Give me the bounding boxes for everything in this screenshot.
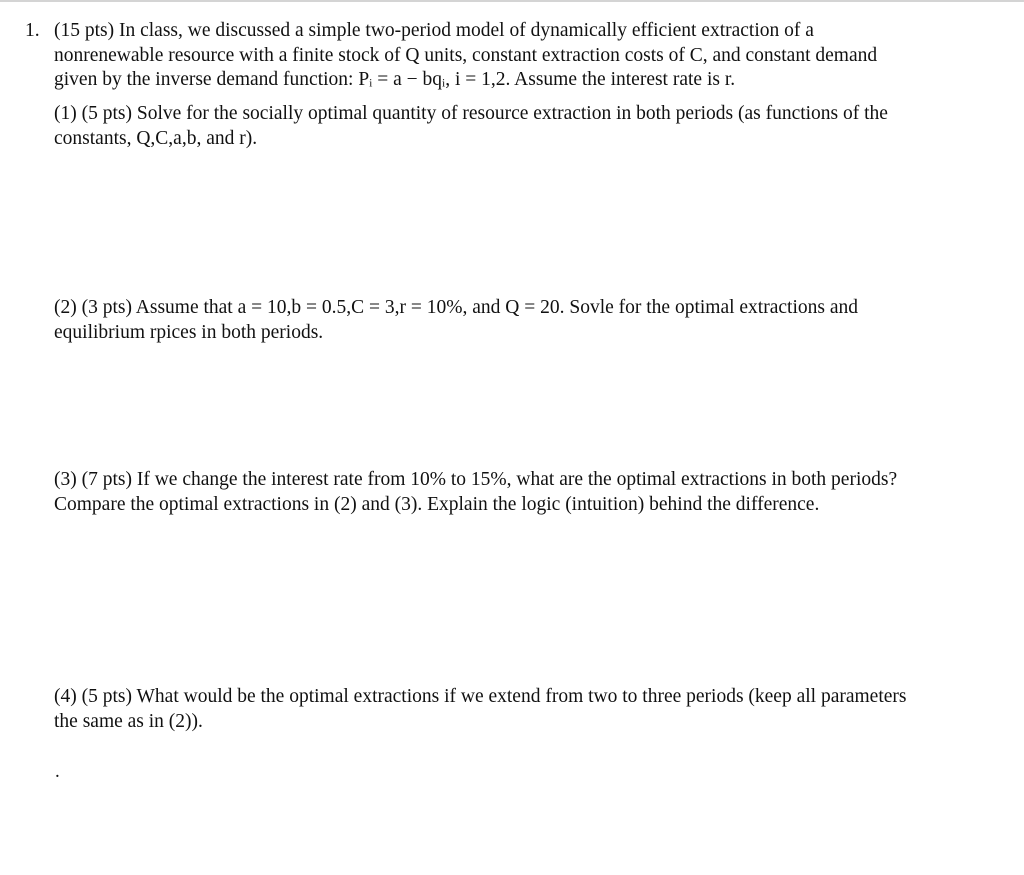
question-number: 1. xyxy=(25,20,40,41)
part-2-line-1: (2) (3 pts) Assume that a = 10,b = 0.5,C = 3,r = 10%, and Q = 20. Sovle for the optimal extractions and xyxy=(54,297,858,318)
part-2 xyxy=(54,296,994,345)
top-border xyxy=(0,0,1024,2)
question-intro xyxy=(54,19,994,93)
intro-line-2: nonrenewable resource with a finite stock of Q units, constant extraction costs of C, and constant demand xyxy=(54,44,878,66)
part-3 xyxy=(54,468,994,517)
part-2-line-2: equilibrium rpices in both periods. xyxy=(54,321,324,343)
part-4-line-1: (4) (5 pts) What would be the optimal extractions if we extend from two to three periods (keep all parameters xyxy=(54,686,907,707)
intro-line-3: given by the inverse demand function: Pᵢ = a − bqᵢ, i = 1,2. Assume the interest rate is r. xyxy=(54,69,736,90)
part-3-line-2: Compare the optimal extractions in (2) and (3). Explain the logic (intuition) behind the difference. xyxy=(54,493,820,515)
part-1-line-1: (1) (5 pts) Solve for the socially optimal quantity of resource extraction in both periods (as functions of the xyxy=(54,103,888,124)
part-3-line-1: (3) (7 pts) If we change the interest rate from 10% to 15%, what are the optimal extractions in both periods? xyxy=(54,469,898,490)
part-4 xyxy=(54,685,994,734)
trailing-dot: . xyxy=(55,761,60,782)
intro-line-1: (15 pts) In class, we discussed a simple two-period model of dynamically efficient extraction of a xyxy=(54,20,814,41)
part-1 xyxy=(54,102,994,151)
part-1-line-2: constants, Q,C,a,b, and r). xyxy=(54,127,258,149)
part-4-line-2: the same as in (2)). xyxy=(54,710,203,732)
